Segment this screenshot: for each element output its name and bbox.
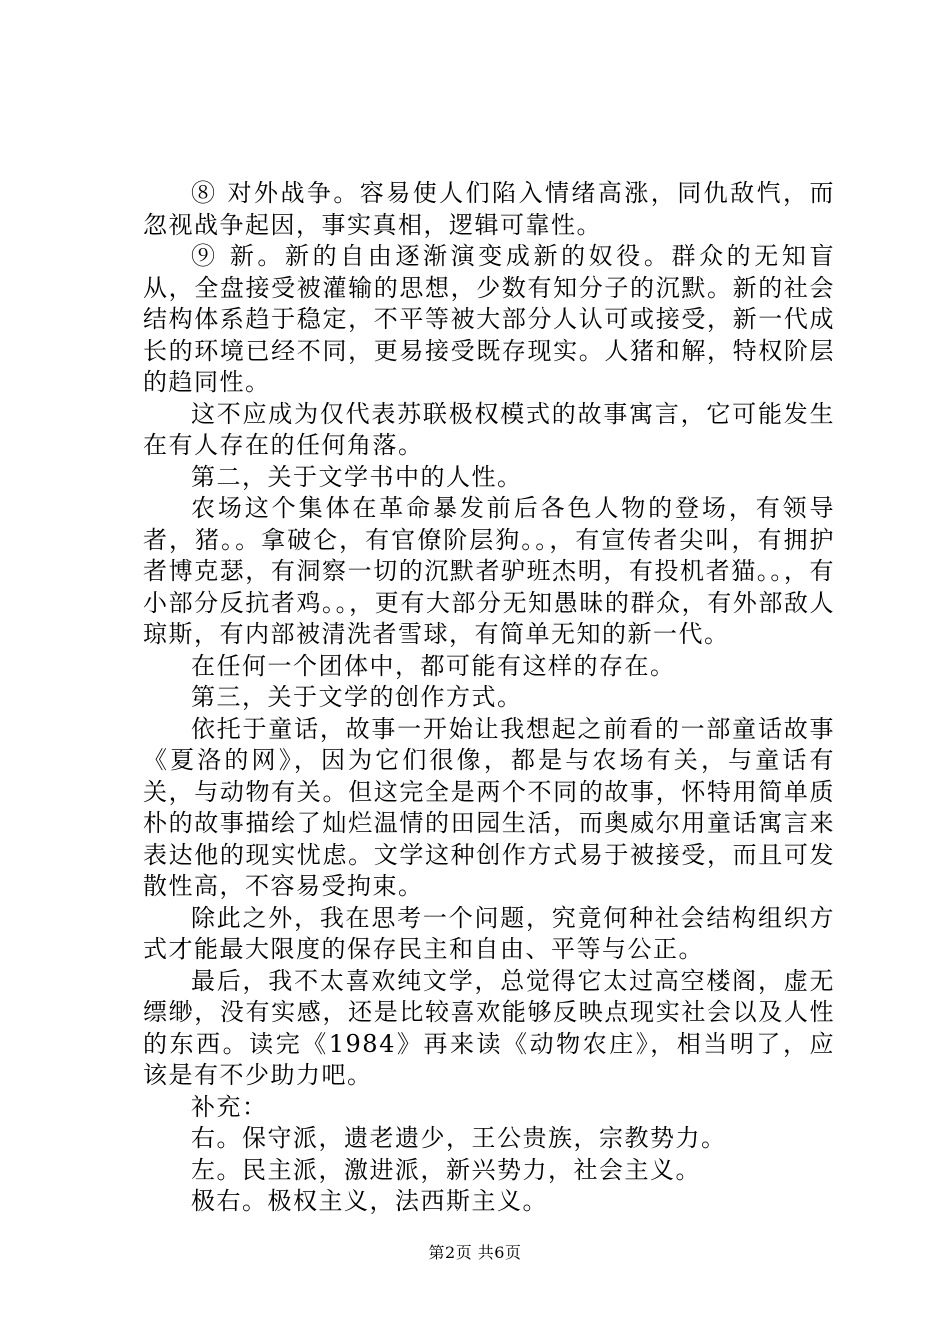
paragraph: 最后，我不太喜欢纯文学，总觉得它太过高空楼阁，虚无缥缈，没有实感，还是比较喜欢能够反映点现实社会以及人性的东西。读完《1984》再来读《动物农庄》，相当明了，应该是有不少助力吧。 bbox=[143, 966, 835, 1089]
supplement-item: 极右。极权主义，法西斯主义。 bbox=[191, 1187, 548, 1215]
supplement-item: 左。民主派，激进派，新兴势力，社会主义。 bbox=[191, 1155, 701, 1184]
paragraph: 这不应成为仅代表苏联极权模式的故事寓言，它可能发生在有人存在的任何角落。 bbox=[143, 399, 835, 459]
section-heading: 第三，关于文学的创作方式。 bbox=[191, 683, 523, 711]
paragraph: 在任何一个团体中，都可能有这样的存在。 bbox=[191, 651, 676, 680]
supplement-label: 补充： bbox=[191, 1092, 268, 1121]
section-heading: 第二，关于文学书中的人性。 bbox=[191, 462, 523, 491]
paragraph: 农场这个集体在革命暴发前后各色人物的登场，有领导者，猪。。拿破仑，有官僚阶层狗。。，有宣传者尖叫，有拥护者博克瑟，有洞察一切的沉默者驴班杰明，有投机者猫。。，有小部分反抗者鸡。。，更有大部分无知愚昧的群众，有外部敌人琼斯，有内部被清洗者雪球，有简单无知的新一代。 bbox=[143, 494, 835, 648]
paragraph: 依托于童话，故事一开始让我想起之前看的一部童话故事《夏洛的网》，因为它们很像，都是与农场有关，与童话有关，与动物有关。但这完全是两个不同的故事，怀特用简单质朴的故事描绘了灿烂温情的田园生活，而奥威尔用童话寓言来表达他的现实忧虑。文学这种创作方式易于被接受，而且可发散性高，不容易受拘束。 bbox=[143, 714, 835, 900]
paragraph: 除此之外，我在思考一个问题，究竟何种社会结构组织方式才能最大限度的保存民主和自由、平等与公正。 bbox=[143, 903, 835, 963]
document-body bbox=[143, 178, 835, 1218]
supplement-item: 右。保守派，遗老遗少，王公贵族，宗教势力。 bbox=[191, 1124, 727, 1152]
page-number-footer: 第2页 共6页 bbox=[428, 1243, 522, 1262]
paragraph: ⑧ 对外战争。容易使人们陷入情绪高涨，同仇敌忾，而忽视战争起因，事实真相，逻辑可靠性。 bbox=[143, 179, 835, 239]
paragraph: ⑨ 新。新的自由逐渐演变成新的奴役。群众的无知盲从，全盘接受被灌输的思想，少数有知分子的沉默。新的社会结构体系趋于稳定，不平等被大部分人认可或接受，新一代成长的环境已经不同，更易接受既存现实。人猪和解，特权阶层的趋同性。 bbox=[143, 242, 835, 396]
